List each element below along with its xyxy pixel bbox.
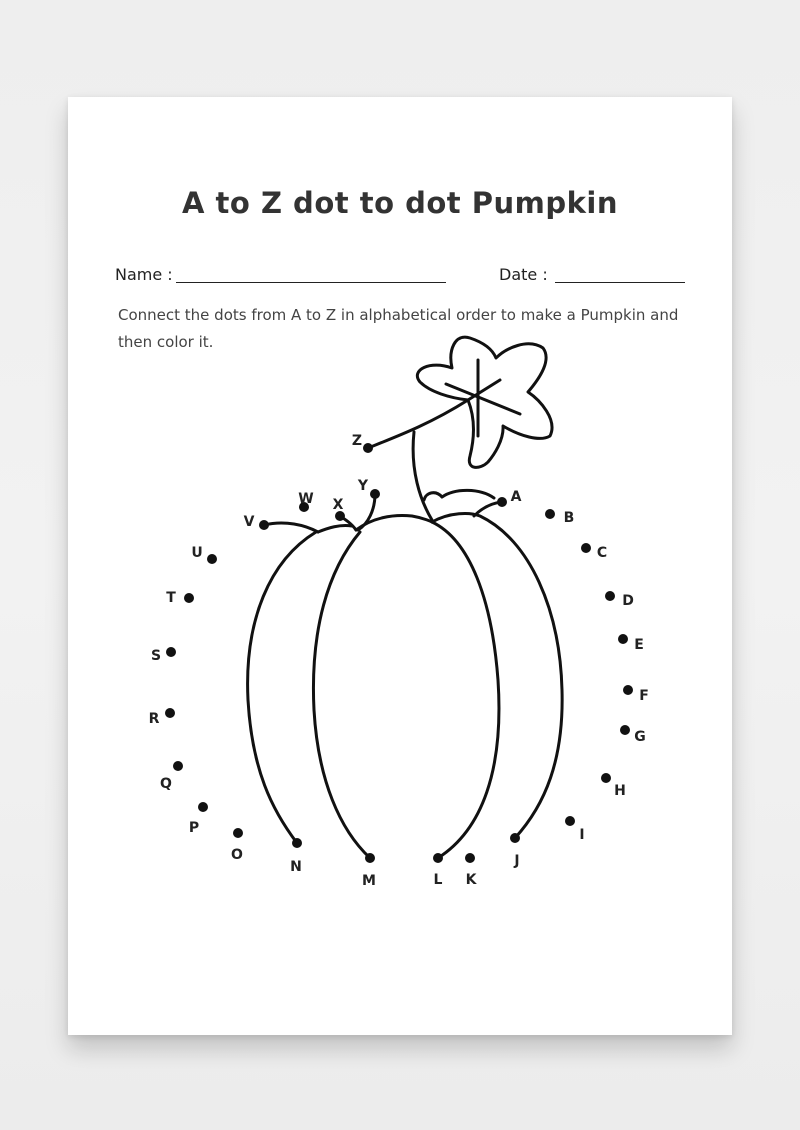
- dot-label-p: P: [188, 820, 200, 836]
- dot-s: [166, 647, 176, 657]
- dot-label-v: V: [243, 514, 255, 530]
- dot-y: [370, 489, 380, 499]
- dot-label-b: B: [563, 510, 575, 526]
- dot-label-a: A: [510, 489, 522, 505]
- dot-label-m: M: [362, 873, 376, 889]
- dot-label-f: F: [639, 688, 649, 704]
- leaf-outline: [417, 337, 552, 467]
- dot-label-u: U: [191, 545, 203, 561]
- page-title: A to Z dot to dot Pumpkin: [182, 186, 618, 220]
- dot-label-x: X: [332, 497, 344, 513]
- dot-v: [259, 520, 269, 530]
- dot-r: [165, 708, 175, 718]
- dot-p: [198, 802, 208, 812]
- date-label: Date :: [499, 265, 548, 284]
- dot-label-s: S: [150, 648, 162, 664]
- dot-l: [433, 853, 443, 863]
- dot-q: [173, 761, 183, 771]
- dot-n: [292, 838, 302, 848]
- lobe-inner-right: [432, 522, 499, 858]
- dot-o: [233, 828, 243, 838]
- dot-f: [623, 685, 633, 695]
- dot-z: [363, 443, 373, 453]
- dot-m: [365, 853, 375, 863]
- vine-v: [264, 523, 318, 532]
- instructions-text: Connect the dots from A to Z in alphabetical order to make a Pumpkin and then color it.: [118, 306, 679, 351]
- dot-j: [510, 833, 520, 843]
- dot-c: [581, 543, 591, 553]
- dot-a: [497, 497, 507, 507]
- dot-label-o: O: [231, 847, 243, 863]
- dot-label-g: G: [634, 729, 646, 745]
- dot-label-y: Y: [357, 478, 369, 494]
- dot-label-l: L: [433, 872, 443, 888]
- dot-label-i: I: [579, 827, 585, 843]
- lobe-inner-left: [313, 532, 370, 858]
- dot-label-d: D: [622, 593, 634, 609]
- dot-label-r: R: [148, 711, 160, 727]
- lobe-outer-left: [248, 532, 316, 843]
- top-bump: [424, 490, 494, 500]
- dot-i: [565, 816, 575, 826]
- dot-label-n: N: [290, 859, 302, 875]
- dot-label-w: W: [298, 491, 314, 507]
- name-label: Name :: [115, 265, 173, 284]
- dots-layer: [149, 433, 649, 889]
- dot-k: [465, 853, 475, 863]
- dot-t: [184, 593, 194, 603]
- dot-label-z: Z: [351, 433, 363, 449]
- stem: [413, 432, 432, 520]
- stem-vine-z: [368, 400, 468, 448]
- leaf-vein-3: [468, 380, 500, 400]
- dot-e: [618, 634, 628, 644]
- dot-g: [620, 725, 630, 735]
- dot-h: [601, 773, 611, 783]
- dot-label-q: Q: [160, 776, 172, 792]
- dot-label-c: C: [596, 545, 608, 561]
- dot-d: [605, 591, 615, 601]
- dot-b: [545, 509, 555, 519]
- dot-label-t: T: [166, 590, 176, 606]
- dot-label-j: J: [514, 853, 520, 869]
- dot-label-h: H: [614, 783, 626, 799]
- dot-label-e: E: [634, 637, 644, 653]
- vine-w-x: [318, 525, 352, 532]
- dot-u: [207, 554, 217, 564]
- dot-label-k: K: [465, 872, 477, 888]
